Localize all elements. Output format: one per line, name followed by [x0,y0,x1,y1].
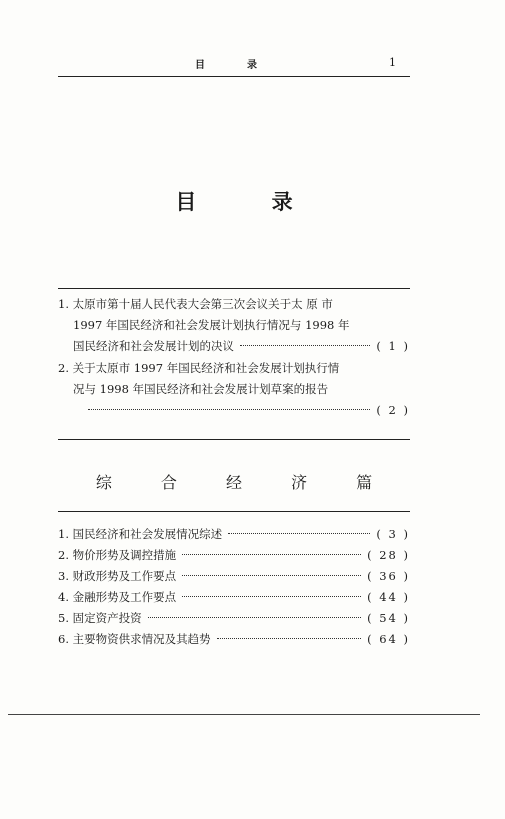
toc-entry [58,524,410,545]
dot-leader [240,345,370,346]
dot-leader [148,617,361,618]
toc-entry [58,294,410,357]
toc-list [58,524,410,650]
toc-entry-text: 国民经济和社会发展计划的决议 [73,339,234,353]
divider [58,439,410,440]
page-bottom-edge [8,714,480,715]
section-heading: 综 合 经 济 篇 [95,473,395,492]
dot-leader [182,575,361,576]
dot-leader [217,638,361,639]
page-number: 1 [389,56,396,69]
page-ref: ( 3 ) [376,527,410,541]
dot-leader [182,596,361,597]
toc-entry-text: 1997 年国民经济和社会发展计划执行情况与 1998 年 [73,318,350,332]
page-ref: ( 1 ) [376,339,410,353]
page-ref: ( 54 ) [367,611,410,625]
toc-entry [58,608,410,629]
toc-entry-text: 5. 固定资产投资 [58,611,142,625]
toc-entry-text: 6. 主要物资供求情况及其趋势 [58,632,211,646]
page-ref: ( 28 ) [367,548,410,562]
toc-entry [58,545,410,566]
toc-entry [58,587,410,608]
toc-entry-text: 4. 金融形势及工作要点 [58,590,177,604]
dot-leader [228,533,370,534]
toc-entry-text: 况与 1998 年国民经济和社会发展计划草案的报告 [73,382,329,396]
running-header [58,52,410,77]
dot-leader [88,409,370,410]
running-title: 目 录 [195,60,273,71]
page-ref: ( 64 ) [367,632,410,646]
toc-entry-line [58,336,410,357]
toc-entry-line [58,400,410,421]
toc-entry [58,566,410,587]
toc-entry-text: 2. 关于太原市 1997 年国民经济和社会发展计划执行情 [58,361,340,375]
toc-entry-line [58,358,410,379]
toc-entry-text: 3. 财政形势及工作要点 [58,569,177,583]
toc-entry [58,358,410,421]
divider [58,511,410,512]
page-ref: ( 44 ) [367,590,410,604]
page-ref: ( 2 ) [376,403,410,417]
toc-entry [58,629,410,650]
toc-entry-line [58,294,410,315]
dot-leader [182,554,361,555]
page-title: 目 录 [175,189,327,214]
toc-entry-text: 2. 物价形势及调控措施 [58,548,177,562]
toc-entry-line [58,379,410,400]
toc-entry-text: 1. 太原市第十届人民代表大会第三次会议关于太 原 市 [58,297,333,311]
page-ref: ( 36 ) [367,569,410,583]
divider [58,288,410,289]
toc-entry-line [58,315,410,336]
toc-entry-text: 1. 国民经济和社会发展情况综述 [58,527,223,541]
